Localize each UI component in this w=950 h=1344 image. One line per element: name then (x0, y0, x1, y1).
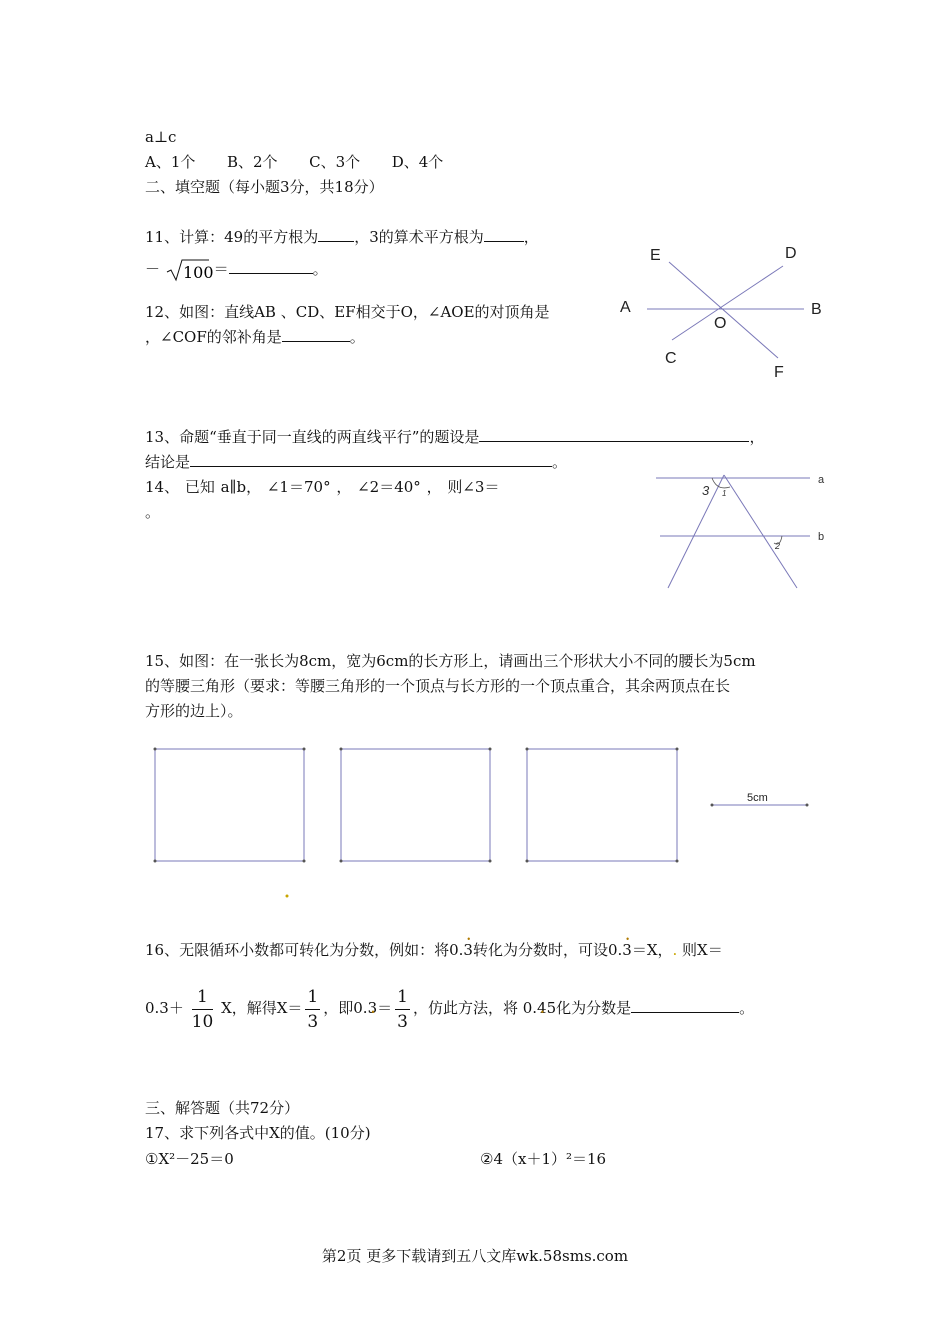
q11-blank2[interactable] (484, 227, 524, 242)
q12-line1: 12、如图：直线AB 、CD、EF相交于O，∠AOE的对顶角是 (145, 303, 550, 321)
q16-l2b: X，解得X＝ (221, 999, 303, 1017)
q11-minus: － (145, 260, 161, 278)
rectangle-3 (527, 749, 677, 861)
line-ef (669, 262, 778, 358)
option-d: D、4个 (391, 153, 444, 171)
stray-dot: . (672, 941, 678, 959)
q12-line2 (145, 327, 365, 347)
q13-line1 (145, 427, 764, 447)
fraction-1-3b: $\frac{1}{3}$ (397, 986, 408, 1032)
q14-line2: 。 (145, 503, 161, 521)
transversal-right (724, 475, 797, 588)
scale-label: 5cm (747, 792, 768, 804)
q12-blank[interactable] (282, 327, 350, 342)
q16-repeat-digit1: • 3 (463, 941, 473, 959)
q12-line2a: ，∠COF的邻补角是 (145, 328, 282, 346)
label-b-line: b (818, 531, 825, 543)
q16-l2a: 0.3＋ (145, 999, 184, 1017)
section3-title: 三、解答题（共72分） (145, 1099, 300, 1117)
label-e: E (650, 247, 661, 264)
q12-line2b: 。 (349, 328, 365, 346)
q13-comma: ， (749, 428, 765, 446)
q17-eq2: ②4（x＋1）²＝16 (480, 1150, 607, 1168)
q16-repeat-digit2: • 3 (622, 941, 632, 959)
label-a-line: a (818, 474, 825, 486)
q14-line1: 14、 已知 a∥b， ∠1＝70° ， ∠2＝40° ， 则∠3＝ (145, 478, 500, 496)
q16-l1a: 16、无限循环小数都可转化为分数，例如：将0. (145, 941, 464, 959)
q11-line1 (145, 227, 539, 247)
label-d: D (785, 245, 797, 262)
q11-blank1[interactable] (318, 227, 354, 242)
label-o: O (714, 315, 727, 332)
label-b: B (811, 301, 822, 318)
fraction-1-3a: $\frac{1}{3}$ (307, 986, 319, 1032)
intersecting-lines-figure (610, 238, 830, 388)
q16-l2i: 。 (739, 999, 755, 1017)
q11-radicand: 100 (182, 263, 214, 282)
label-f: F (774, 364, 784, 381)
label-angle3: 3 (702, 483, 710, 498)
q16-repeat-digits-45: • 45 (537, 999, 556, 1017)
q15-line1: 15、如图：在一张长为8cm，宽为6cm的长方形上，请画出三个形状大小不同的腰长为5cm (145, 652, 756, 670)
rectangle-1 (155, 749, 304, 861)
parallel-lines-figure (650, 465, 840, 595)
q17-title: 17、求下列各式中X的值。(10分) (145, 1124, 371, 1142)
q11-part1: 11、计算： (145, 228, 225, 246)
q13-line2a: 结论是 (145, 453, 191, 471)
label-angle1: 1 (722, 489, 727, 498)
rectangles-figure (150, 744, 820, 904)
q16-l2h: 化为分数是 (556, 999, 632, 1017)
option-b: B、2个 (226, 153, 278, 171)
stray-mark (286, 895, 289, 898)
label-a: A (620, 299, 631, 316)
q11-num49: 49 (224, 228, 244, 246)
q11-eq: ＝ (213, 260, 229, 278)
rectangle-2 (341, 749, 490, 861)
q16-l1e: ＝X， (631, 941, 673, 959)
sqrt-sign-icon (165, 258, 214, 282)
q11-line2 (145, 258, 328, 282)
q10-options (145, 152, 443, 172)
q10-tail: a⊥c (145, 128, 177, 146)
q13-line2 (145, 452, 567, 472)
q16-l1f: 则X＝ (677, 941, 723, 959)
fraction-1-10: $\frac{1}{10}$ (191, 986, 214, 1032)
page-footer: 第2页 更多下载请到五八文库wk.58sms.com (321, 1247, 629, 1265)
label-angle2: 2 (775, 541, 781, 551)
q13-blank2[interactable] (190, 452, 552, 467)
q15-line3: 方形的边上）。 (145, 702, 243, 720)
q13-line1-text: 13、命题“垂直于同一直线的两直线平行”的题设是 (145, 428, 480, 446)
q13-line2b: 。 (552, 453, 568, 471)
q17-eq1: ①X²－25＝0 (145, 1150, 234, 1168)
transversal-left (668, 475, 727, 588)
q11-part4: ， (523, 228, 539, 246)
label-c: C (665, 350, 677, 367)
q11-blank3[interactable] (229, 259, 313, 274)
line-cd (672, 266, 783, 340)
q16-l2e: ＝ (377, 999, 393, 1017)
option-c: C、3个 (309, 153, 361, 171)
option-a: A、1个 (145, 153, 196, 171)
q16-repeat-digit3: • 3 (368, 999, 378, 1017)
q13-blank1[interactable] (479, 427, 749, 442)
q16-blank[interactable] (631, 998, 739, 1013)
q16-l1c: 转化为分数时，可设0. (472, 941, 623, 959)
q11-end: 。 (312, 260, 328, 278)
section2-title: 二、填空题（每小题3分，共18分） (145, 178, 384, 196)
q11-part3: ，3的算术平方根为 (354, 228, 484, 246)
q16-line1 (145, 940, 723, 960)
q16-l2c: ，即0. (323, 999, 368, 1017)
q16-l2f: ，仿此方法，将 0. (412, 999, 538, 1017)
q11-part2: 的平方根为 (243, 228, 319, 246)
q16-line2 (145, 983, 754, 1034)
q15-line2: 的等腰三角形（要求：等腰三角形的一个顶点与长方形的一个顶点重合，其余两顶点在长 (145, 677, 731, 695)
